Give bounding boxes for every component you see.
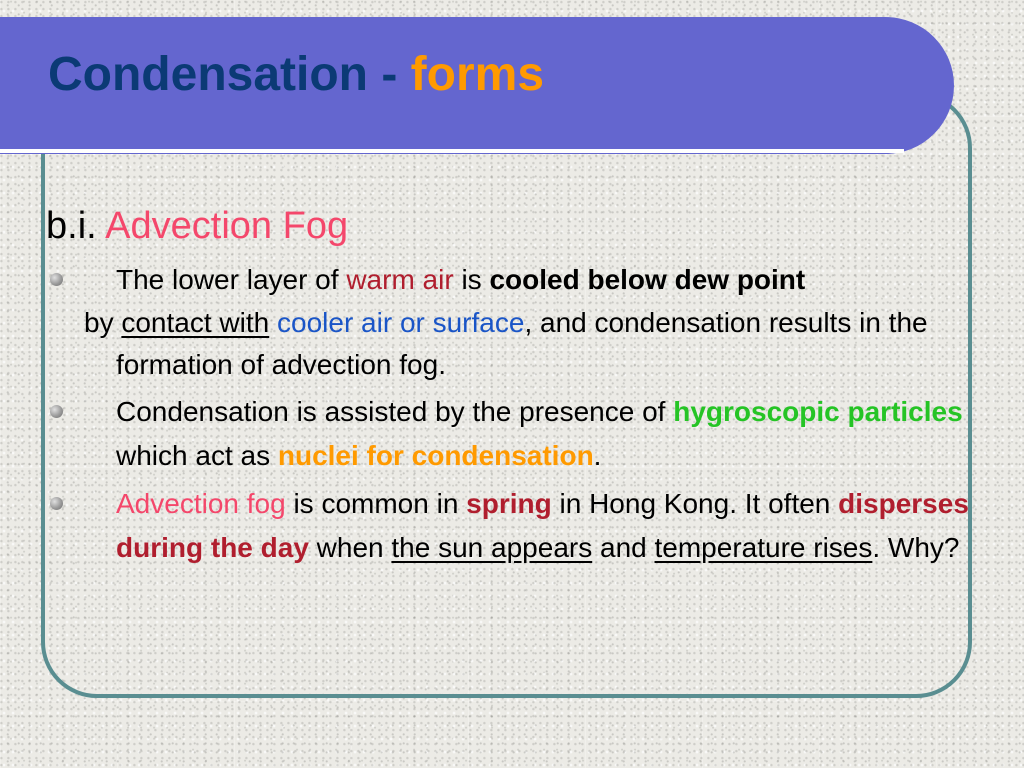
subhead-topic: Advection Fog [105, 205, 349, 247]
subhead-prefix: b.i. [46, 205, 97, 247]
bullet3-disperses-during-the-day: disperses during the day [116, 488, 969, 563]
bullet2-nuclei-for-condensation: nuclei for condensation [277, 440, 594, 471]
bullet1-text-3: is [453, 264, 490, 295]
bullet1-contact-with: contact with [121, 307, 270, 338]
bullet3-the-sun-appears: the sun appears [391, 532, 593, 563]
bullet2-text-3: which act as [116, 440, 278, 471]
bullet2-hygroscopic-particles: hygroscopic particles [673, 396, 963, 427]
bullet-dot-icon [50, 497, 63, 510]
bullet-dot-icon [50, 405, 63, 418]
bullet3-temperature-rises: temperature rises [654, 532, 873, 563]
bullet3-text-10: . Why? [872, 532, 960, 563]
title-accent: forms [410, 48, 545, 101]
bullet3-spring: spring [466, 488, 552, 519]
bullet-item-2 [46, 390, 1006, 478]
bullet3-text-2: is common in [285, 488, 467, 519]
bullet1-text-1: The lower layer of [116, 264, 347, 295]
title-rule [0, 149, 904, 153]
bullet3-text-4: in Hong Kong. It often [551, 488, 839, 519]
bullet1-text-5: by [84, 307, 122, 338]
bullet-item-3 [46, 482, 1006, 570]
bullet1-space [269, 307, 277, 338]
bullet2-text-1: Condensation is assisted by the presence of [116, 396, 674, 427]
subheading [46, 200, 1006, 252]
bullet3-text-8: and [592, 532, 655, 563]
title-main: Condensation - [48, 48, 411, 101]
slide-title [48, 44, 544, 106]
bullet1-text-9: , and condensation results in the formation of advection fog. [116, 307, 928, 380]
slide-content [46, 200, 1006, 574]
bullet2-text-5: . [593, 440, 602, 471]
bullet3-advection-fog: Advection fog [116, 488, 286, 519]
bullet1-warm-air: warm air [346, 264, 454, 295]
bullet1-cooler-air-or-surface: cooler air or surface [277, 307, 525, 338]
bullet1-cooled-below-dew-point: cooled below dew point [489, 264, 806, 295]
bullet-item-1 [46, 258, 1006, 302]
bullet-dot-icon [50, 273, 63, 286]
bullet-item-1-continuation [46, 302, 1006, 386]
bullet3-text-6: when [308, 532, 392, 563]
